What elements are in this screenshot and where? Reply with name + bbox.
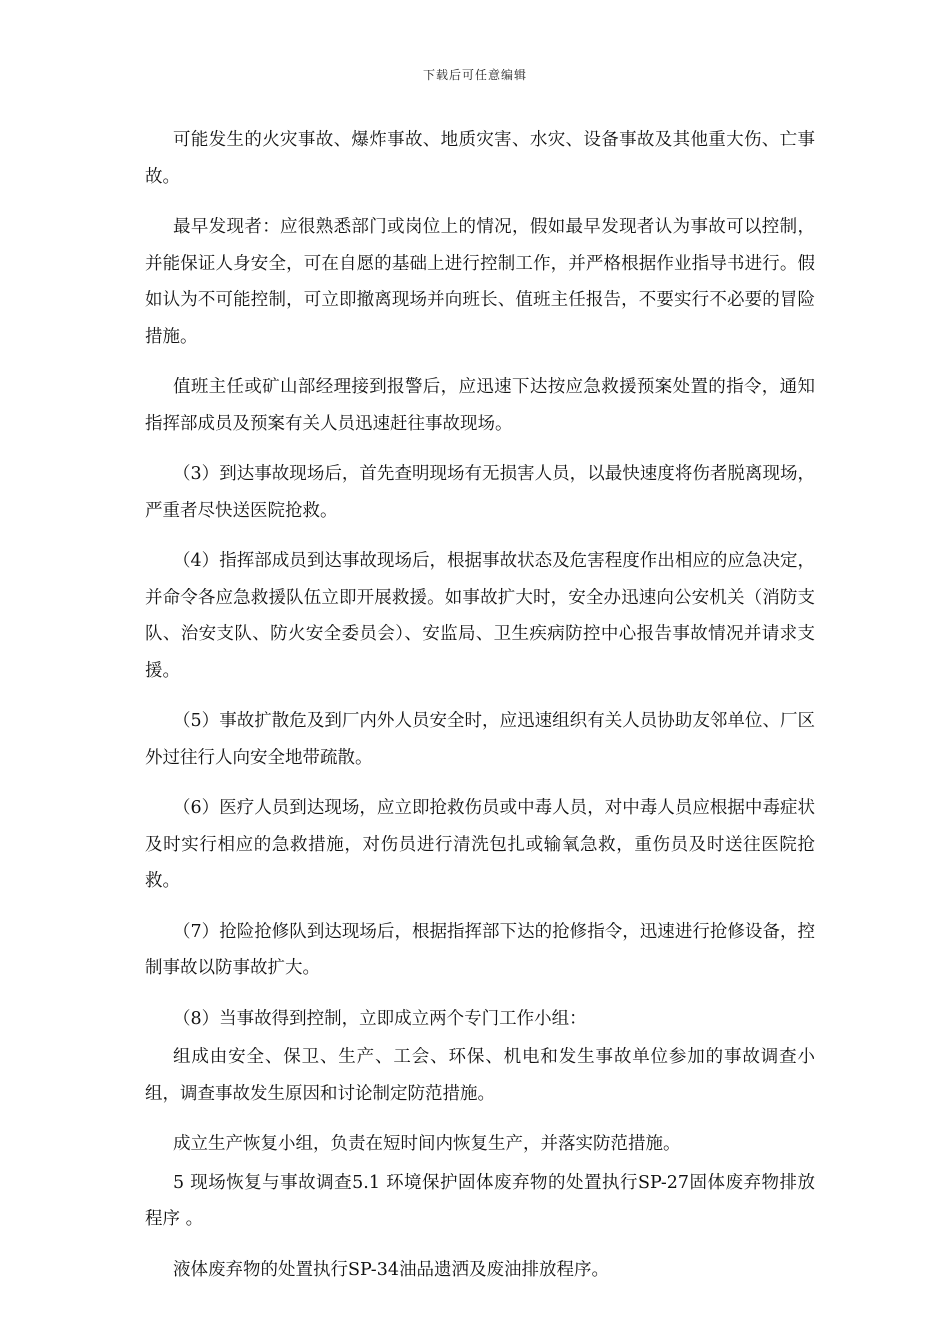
page-header: 下载后可任意编辑	[422, 68, 527, 82]
paragraph-12: 5 现场恢复与事故调查5.1 环境保护固体废弃物的处置执行SP-27固体废弃物排放程序 。	[145, 1172, 815, 1229]
paragraph-5: （4）指挥部成员到达事故现场后，根据事故状态及危害程度作出相应的应急决定，并命令各应急救援队伍立即开展救援。如事故扩大时，安全办迅速向公安机关（消防支队、治安支队、防火安全委员会）、安监局、卫生疾病防控中心报告事故情况并请求支援。	[145, 551, 815, 681]
paragraph-10: 组成由安全、保卫、生产、工会、环保、机电和发生事故单位参加的事故调查小组，调查事故发生原因和讨论制定防范措施。	[145, 1047, 815, 1104]
paragraph-3: 值班主任或矿山部经理接到报警后，应迅速下达按应急救援预案处置的指令，通知指挥部成员及预案有关人员迅速赶往事故现场。	[145, 377, 815, 434]
paragraph-8: （7）抢险抢修队到达现场后，根据指挥部下达的抢修指令，迅速进行抢修设备，控制事故以防事故扩大。	[145, 921, 815, 978]
paragraph-1: 可能发生的火灾事故、爆炸事故、地质灾害、水灾、设备事故及其他重大伤、亡事故。	[145, 130, 815, 187]
paragraph-11: 成立生产恢复小组，负责在短时间内恢复生产，并落实防范措施。	[173, 1134, 681, 1154]
paragraph-9: （8）当事故得到控制，立即成立两个专门工作小组：	[173, 1008, 587, 1029]
paragraph-4: （3）到达事故现场后，首先查明现场有无损害人员，以最快速度将伤者脱离现场，严重者尽快送医院抢救。	[145, 464, 815, 521]
paragraph-13: 液体废弃物的处置执行SP-34油品遗洒及废油排放程序。	[173, 1259, 609, 1280]
document-body	[145, 122, 815, 1288]
paragraph-6: （5）事故扩散危及到厂内外人员安全时，应迅速组织有关人员协助友邻单位、厂区外过往行人向安全地带疏散。	[145, 711, 815, 768]
paragraph-2: 最早发现者：应很熟悉部门或岗位上的情况，假如最早发现者认为事故可以控制，并能保证人身安全，可在自愿的基础上进行控制工作，并严格根据作业指导书进行。假如认为不可能控制，可立即撤离现场并向班长、值班主任报告，不要实行不必要的冒险措施。	[145, 217, 815, 347]
paragraph-7: （6）医疗人员到达现场，应立即抢救伤员或中毒人员，对中毒人员应根据中毒症状及时实行相应的急救措施，对伤员进行清洗包扎或输氧急救，重伤员及时送往医院抢救。	[145, 798, 815, 891]
